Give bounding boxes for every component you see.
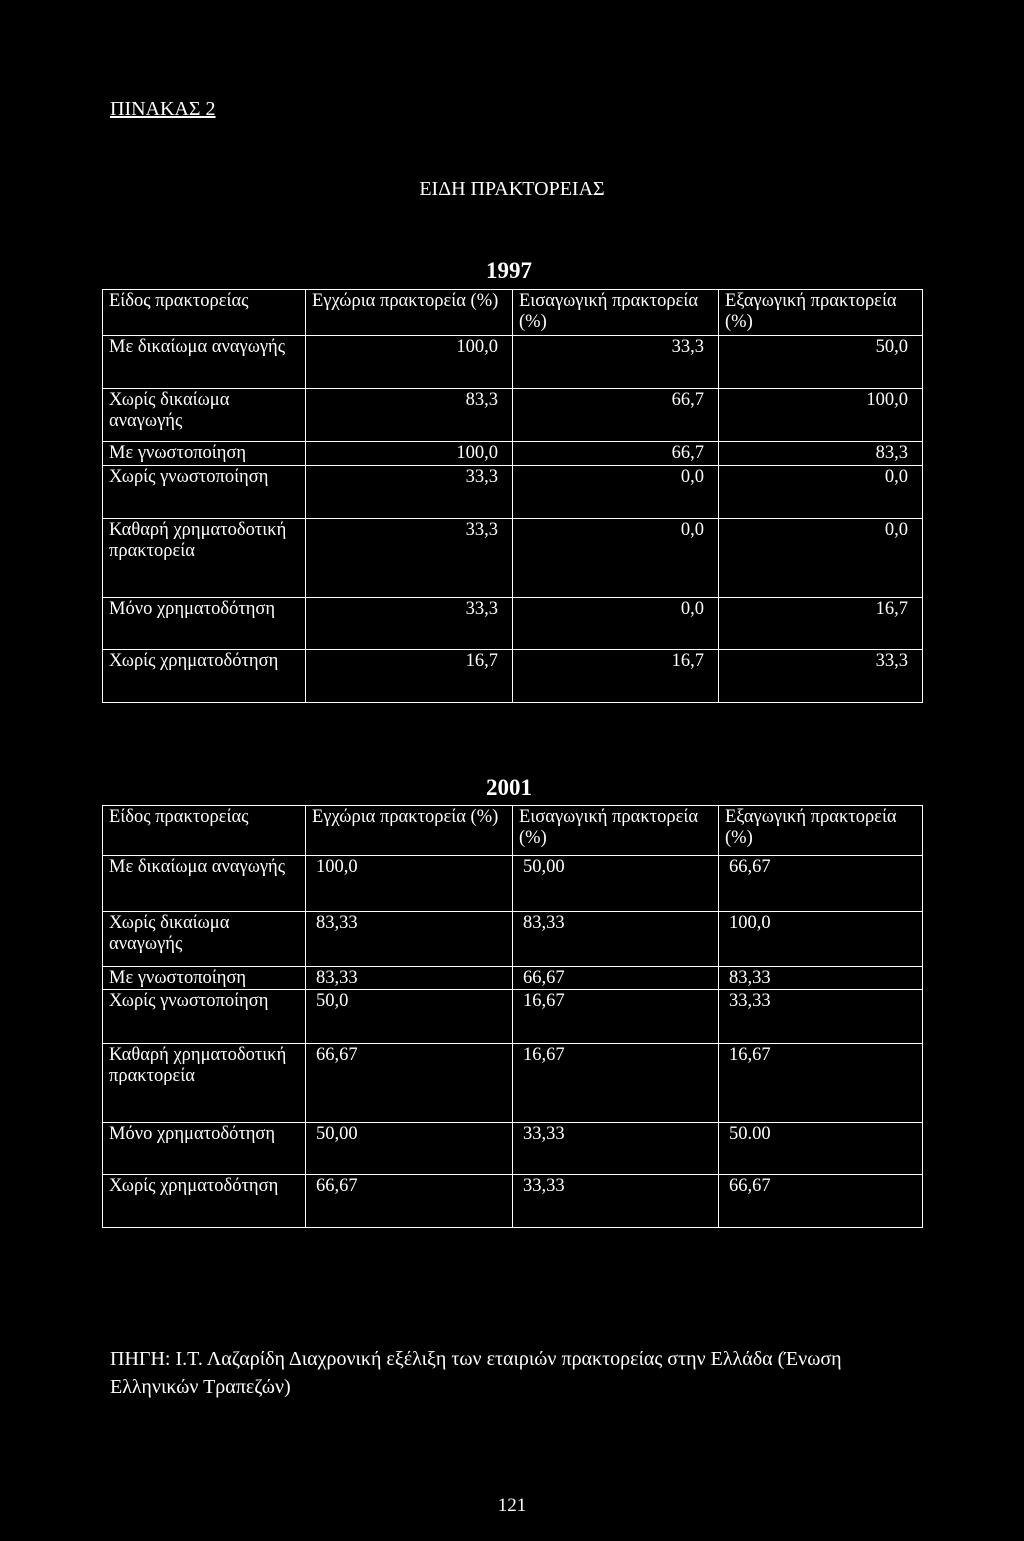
row-label: Με δικαίωμα αναγωγής <box>103 856 306 912</box>
table-row <box>103 442 923 466</box>
table-row <box>103 1044 923 1123</box>
row-label: Χωρίς χρηματοδότηση <box>103 650 306 703</box>
table-2001 <box>102 805 923 1228</box>
row-label: Μόνο χρηματοδότηση <box>103 1123 306 1175</box>
table-row <box>103 466 923 519</box>
table-cell: 33,33 <box>513 1123 719 1175</box>
table-row <box>103 1123 923 1175</box>
row-label: Χωρίς γνωστοποίηση <box>103 466 306 519</box>
column-header: Είδος πρακτορείας <box>103 290 306 336</box>
table-row <box>103 967 923 990</box>
column-header: Εγχώρια πρακτορεία (%) <box>306 290 513 336</box>
table-cell: 66,67 <box>306 1044 513 1123</box>
page-number: 121 <box>497 1495 527 1516</box>
table-cell: 66,67 <box>719 856 923 912</box>
table-cell: 83,33 <box>719 967 923 990</box>
table-header-row <box>103 806 923 856</box>
table-cell: 16,67 <box>513 990 719 1044</box>
table-cell: 66,7 <box>513 442 719 466</box>
table-cell: 83,33 <box>306 912 513 967</box>
table-cell: 83,33 <box>513 912 719 967</box>
column-header: Είδος πρακτορείας <box>103 806 306 856</box>
table-cell: 0,0 <box>719 519 923 598</box>
table-cell: 100,0 <box>719 389 923 442</box>
row-label: Καθαρή χρηματοδοτική πρακτορεία <box>103 1044 306 1123</box>
source-citation: ΠΗΓΗ: Ι.Τ. Λαζαρίδη Διαχρονική εξέλιξη των εταιριών πρακτορείας στην Ελλάδα (Ένωση Ελληνικών Τραπεζών) <box>110 1348 842 1398</box>
row-label: Χωρίς γνωστοποίηση <box>103 990 306 1044</box>
table-cell: 16,7 <box>719 598 923 650</box>
column-header: Εισαγωγική πρακτορεία (%) <box>513 290 719 336</box>
year-heading-2001: 2001 <box>486 775 532 800</box>
row-label: Μόνο χρηματοδότηση <box>103 598 306 650</box>
table-cell: 16,67 <box>719 1044 923 1123</box>
table-label: ΠΙΝΑΚΑΣ 2 <box>110 98 216 120</box>
table-header-row <box>103 290 923 336</box>
table-cell: 16,7 <box>306 650 513 703</box>
table-cell: 0,0 <box>513 466 719 519</box>
table-cell: 0,0 <box>719 466 923 519</box>
table-cell: 100,0 <box>306 856 513 912</box>
column-header: Εισαγωγική πρακτορεία (%) <box>513 806 719 856</box>
table-cell: 66,67 <box>719 1175 923 1228</box>
table-row <box>103 336 923 389</box>
table-cell: 50,00 <box>306 1123 513 1175</box>
table-cell: 66,67 <box>513 967 719 990</box>
table-row <box>103 519 923 598</box>
table-cell: 33,3 <box>306 466 513 519</box>
table-1997 <box>102 289 923 703</box>
table-row <box>103 912 923 967</box>
table-cell: 83,3 <box>306 389 513 442</box>
row-label: Χωρίς δικαίωμα αναγωγής <box>103 912 306 967</box>
table-cell: 33,33 <box>513 1175 719 1228</box>
table-cell: 100,0 <box>306 336 513 389</box>
table-cell: 0,0 <box>513 519 719 598</box>
table-cell: 50,00 <box>513 856 719 912</box>
table-row <box>103 990 923 1044</box>
table-cell: 50,0 <box>306 990 513 1044</box>
row-label: Με δικαίωμα αναγωγής <box>103 336 306 389</box>
row-label: Χωρίς χρηματοδότηση <box>103 1175 306 1228</box>
table-cell: 33,3 <box>306 519 513 598</box>
table-row <box>103 389 923 442</box>
table-cell: 33,3 <box>513 336 719 389</box>
page-title: ΕΙΔΗ ΠΡΑΚΤΟΡΕΙΑΣ <box>419 178 605 200</box>
table-cell: 33,3 <box>306 598 513 650</box>
table-cell: 50,0 <box>719 336 923 389</box>
table-cell: 66,67 <box>306 1175 513 1228</box>
table-cell: 83,33 <box>306 967 513 990</box>
table-cell: 16,7 <box>513 650 719 703</box>
table-cell: 0,0 <box>513 598 719 650</box>
row-label: Καθαρή χρηματοδοτική πρακτορεία <box>103 519 306 598</box>
year-heading-1997: 1997 <box>486 258 532 283</box>
table-row <box>103 1175 923 1228</box>
table-cell: 100,0 <box>306 442 513 466</box>
table-cell: 83,3 <box>719 442 923 466</box>
table-cell: 16,67 <box>513 1044 719 1123</box>
row-label: Χωρίς δικαίωμα αναγωγής <box>103 389 306 442</box>
column-header: Εγχώρια πρακτορεία (%) <box>306 806 513 856</box>
table-row <box>103 598 923 650</box>
row-label: Με γνωστοποίηση <box>103 442 306 466</box>
table-cell: 100,0 <box>719 912 923 967</box>
row-label: Με γνωστοποίηση <box>103 967 306 990</box>
table-cell: 33,3 <box>719 650 923 703</box>
table-cell: 33,33 <box>719 990 923 1044</box>
table-row <box>103 650 923 703</box>
table-cell: 50.00 <box>719 1123 923 1175</box>
table-row <box>103 856 923 912</box>
table-cell: 66,7 <box>513 389 719 442</box>
column-header: Εξαγωγική πρακτορεία (%) <box>719 806 923 856</box>
column-header: Εξαγωγική πρακτορεία (%) <box>719 290 923 336</box>
